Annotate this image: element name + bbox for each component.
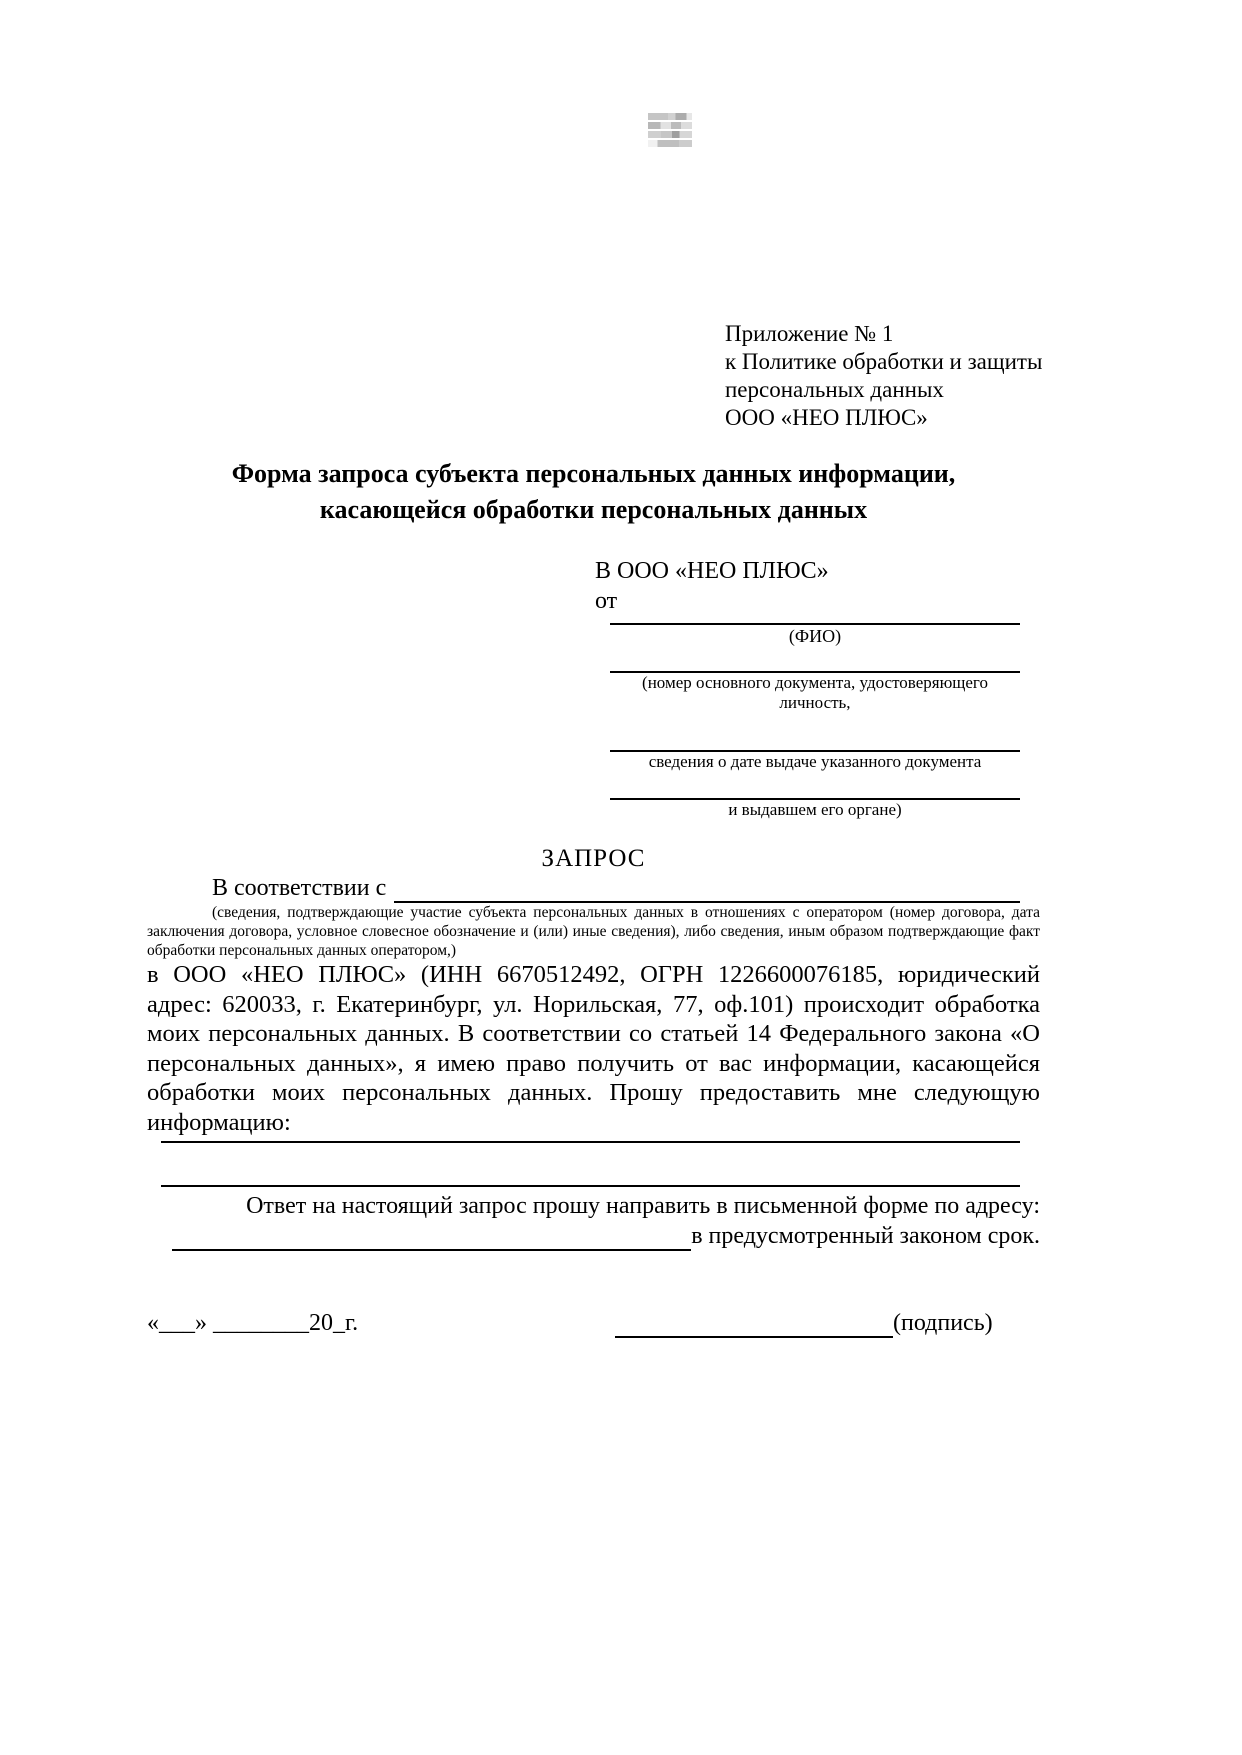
appendix-line: персональных данных (725, 377, 944, 402)
form-title-line2: касающейся обработки персональных данных (319, 495, 868, 524)
date-blank: «___» ________20_г. (147, 1310, 359, 1336)
doc-issue-date-write-line (610, 713, 1020, 752)
info-write-line-2 (161, 1185, 1020, 1187)
doc-issue-date-caption: сведения о дате выдаче указанного документа (648, 752, 982, 771)
appendix-line: ООО «НЕО ПЛЮС» (725, 405, 928, 430)
addressee-to: В ООО «НЕО ПЛЮС» (595, 558, 829, 584)
info-write-line-1 (161, 1141, 1020, 1143)
addressee-from-label: от (595, 588, 618, 614)
logo-stripe (648, 113, 692, 120)
doc-number-write-line (610, 647, 1020, 673)
fio-field (610, 616, 1020, 820)
answer-address-line (147, 1222, 1040, 1251)
addressee-block (595, 556, 1022, 820)
intro-write-line (394, 877, 1020, 903)
doc-issuer-caption: и выдавшем его органе) (728, 800, 902, 819)
document-logo-mark-icon (648, 113, 692, 147)
appendix-line: к Политике обработки и защиты (725, 349, 1043, 374)
doc-number-caption: (номер основного документа, удостоверяющего личность, (642, 673, 988, 712)
intro-footnote: (сведения, подтверждающие участие субъекта персональных данных в отношениях с оператором (номер договора, дата заключения договора, условное словесное обозначение и (или) иные сведения), либо сведения, иным образом подтверждающие факт обработки персональных данных оператором,) (147, 904, 1040, 959)
request-body-paragraph: в ООО «НЕО ПЛЮС» (ИНН 6670512492, ОГРН 1226600076185, юридический адрес: 620033, г. Екатеринбург, ул. Норильская, 77, оф.101) происходит обработка моих персональных данных. В соответствии со статьей 14 Федерального закона «О персональных данных», я имею право получить от вас информации, касающейся обработки моих персональных данных. Прошу предоставить мне следующую информацию: (147, 961, 1040, 1136)
fio-write-line (610, 616, 1020, 625)
intro-prefix: В соответствии с (212, 875, 387, 901)
logo-stripe (648, 140, 692, 147)
logo-stripe (648, 122, 692, 129)
request-heading: ЗАПРОС (541, 845, 646, 872)
form-title (147, 456, 1040, 528)
doc-issuer-write-line (610, 772, 1020, 800)
logo-stripe (648, 131, 692, 138)
signature-block (615, 1308, 993, 1338)
intro-line (147, 874, 1020, 903)
answer-suffix: в предусмотренный законом срок. (691, 1223, 1040, 1249)
signature-caption: (подпись) (893, 1310, 993, 1336)
appendix-block (725, 320, 1042, 432)
form-title-line1: Форма запроса субъекта персональных данных информации, (231, 459, 956, 488)
signature-write-line (615, 1312, 893, 1338)
address-write-line (172, 1225, 691, 1251)
fio-caption: (ФИО) (788, 626, 842, 646)
appendix-line: Приложение № 1 (725, 321, 894, 346)
answer-request-sentence: Ответ на настоящий запрос прошу направить в письменной форме по адресу: (246, 1193, 1040, 1219)
